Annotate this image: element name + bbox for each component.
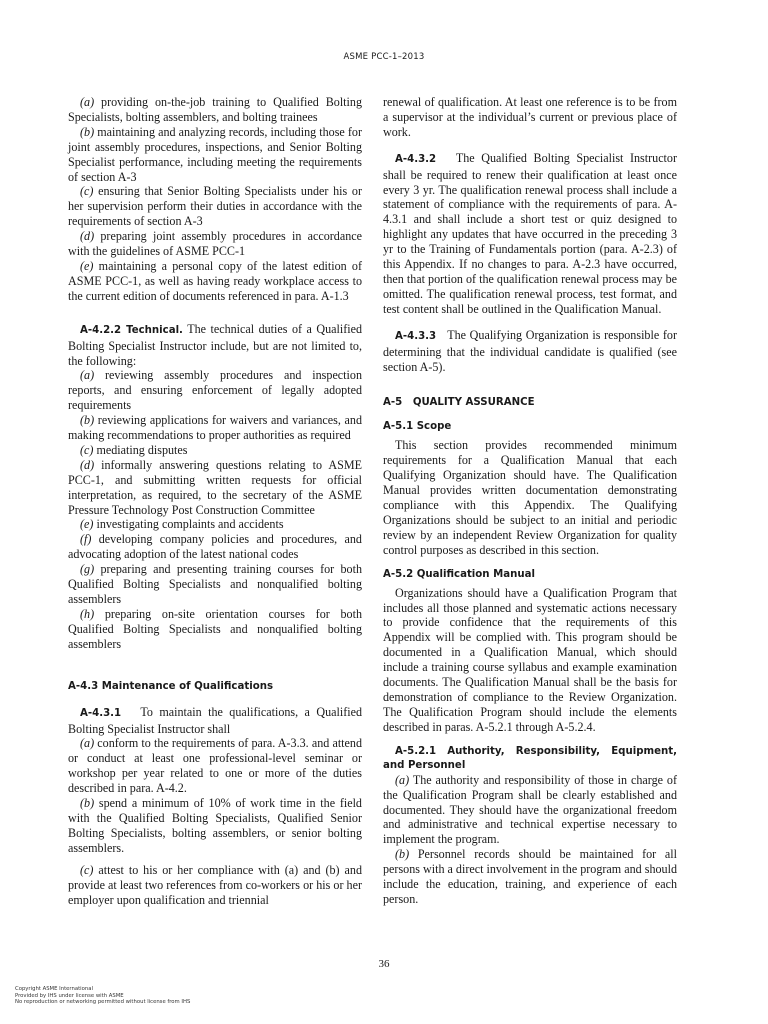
maintenance-heading: A-4.3 Maintenance of Qualifications — [68, 680, 274, 692]
list-item: (h) preparing on-site orientation courses for both Qualified Bolting Specialists and nonqualified bolting assemblers — [68, 606, 362, 651]
para-a432: A-4.3.2 The Qualified Bolting Specialist Instructor shall be required to renew their qualification at least once every 3 yr. The qualification renewal process shall include a statement of compliance with the requirements of para. A-4.3.1 and shall include a short test or quiz designed to highlight any updates that have occurred in the preceding 3 yr to the Training of Fundamentals portion (para. A-2.3) of this Appendix. If no changes to para. A-2.3 have occurred, then that portion of the qualification renewal process may be omitted. The qualification renewal process, test format, and test content shall be outlined in the Qualification Manual. — [383, 150, 677, 316]
list-item: (e) investigating complaints and accidents — [80, 517, 284, 532]
list-item: (c) ensuring that Senior Bolting Specialists under his or her supervision perform their duties in accordance with the requirements of section A-3 — [68, 184, 362, 229]
list-item: (f) developing company policies and procedures, and advocating adoption of the latest national codes — [68, 532, 362, 562]
list-item: (e) maintaining a personal copy of the latest edition of ASME PCC-1, as well as having ready workplace access to the current edition of documents referenced in para. A-1.3 — [68, 258, 362, 303]
list-item: (d) preparing joint assembly procedures in accordance with the guidelines of ASME PCC-1 — [68, 229, 362, 259]
left-column — [68, 95, 362, 907]
page-number: 36 — [378, 958, 390, 970]
list-item: (d) informally answering questions relating to ASME PCC-1, and submitting written requests for official interpretation, as required, to the secretary of the ASME Pressure Technology Post Construction Committee — [68, 457, 362, 517]
qualification-manual-text: Organizations should have a Qualification Program that includes all those planned and systematic actions necessary to provide confidence that the requirements of this Appendix will be complied with. This program should be documented in a Qualification Manual, which should include a training course syllabus and example examination documents. The Qualification Manual shall be the basis for demonstration of compliance to the Review Organization. The Qualification Program should include the elements described in paras. A-5.2.1 through A-5.2.4. — [383, 585, 677, 734]
list-item: (a) reviewing assembly procedures and inspection reports, and ensuring enforcement of legally adopted requirements — [68, 368, 362, 413]
list-item: (b) spend a minimum of 10% of work time in the field with the Qualified Bolting Specialists, Qualified Senior Bolting Specialists, bolting assemblers, or senior bolting assemblers. — [68, 796, 362, 855]
footer-line: No reproduction or networking permitted without license from IHS — [15, 999, 191, 1006]
scope-text: This section provides recommended minimum requirements for a Qualification Manual that each Qualifying Organization should have. The Qualification Manual provides written documentation demonstrating compliance with this Appendix. The Qualifying Organizations should be subject to an initial and periodic review by an independent Review Organization for quality control purposes as described in this section. — [383, 438, 677, 557]
list-item: (a) The authority and responsibility of those in charge of the Qualification Program shall be clearly established and documented. They should have the organizational freedom and administrative and technical expertise necessary to implement the program. — [383, 772, 677, 847]
technical-heading: A-4.2.2 Technical. — [80, 324, 183, 336]
continuation-text: renewal of qualification. At least one reference is to be from a supervisor at the individual’s current or previous place of work. — [383, 95, 677, 139]
copyright-footer — [15, 986, 190, 1006]
list-item: (g) preparing and presenting training courses for both Qualified Bolting Specialists and nonqualified bolting assemblers — [68, 562, 362, 606]
section-a5-heading: A-5 QUALITY ASSURANCE — [383, 397, 535, 409]
list-item: (b) maintaining and analyzing records, including those for joint assembly procedures, inspections, and Senior Bolting Specialist performance, including meeting the requirements of section A-3 — [68, 124, 362, 184]
list-item: (b) reviewing applications for waivers and variances, and making recommendations to proper authorities as required — [68, 413, 362, 443]
list-item: (c) attest to his or her compliance with (a) and (b) and provide at least two references from co-workers or his or her employer upon qualification and triennial — [68, 862, 362, 907]
section-a51-heading: A-5.1 Scope — [383, 421, 452, 433]
section-a52-heading: A-5.2 Qualification Manual — [383, 568, 535, 580]
list-item: (a) conform to the requirements of para. A-3.3. and attend or conduct at least one professional-level seminar or workshop per year related to one or more of the duties described in para. A-4.2. — [68, 736, 363, 796]
para-a431: A-4.3.1 To maintain the qualifications, a Qualified Bolting Specialist Instructor shall — [68, 704, 363, 736]
list-item: (a) providing on-the-job training to Qualified Bolting Specialists, bolting assemblers, and bolting trainees — [68, 95, 362, 124]
technical-paragraph: A-4.2.2 Technical. The technical duties of a Qualified Bolting Specialist Instructor include, but are not limited to, the following: — [68, 321, 362, 368]
list-item: (b) Personnel records should be maintained for all persons with a direct involvement in the program and should include the education, training, and experience of each person. — [383, 847, 677, 906]
right-column — [383, 95, 677, 907]
list-item: (c) mediating disputes — [80, 442, 188, 457]
footer-line: Copyright ASME International — [15, 986, 93, 992]
para-a433: A-4.3.3 The Qualifying Organization is responsible for determining that the individual candidate is qualified (see section A-5). — [383, 327, 677, 374]
section-a521-heading: A-5.2.1 Authority, Responsibility, Equipment, and Personnel — [383, 745, 677, 771]
footer-line: Provided by IHS under license with ASME — [15, 992, 124, 999]
running-head: ASME PCC-1–2013 — [343, 52, 425, 62]
